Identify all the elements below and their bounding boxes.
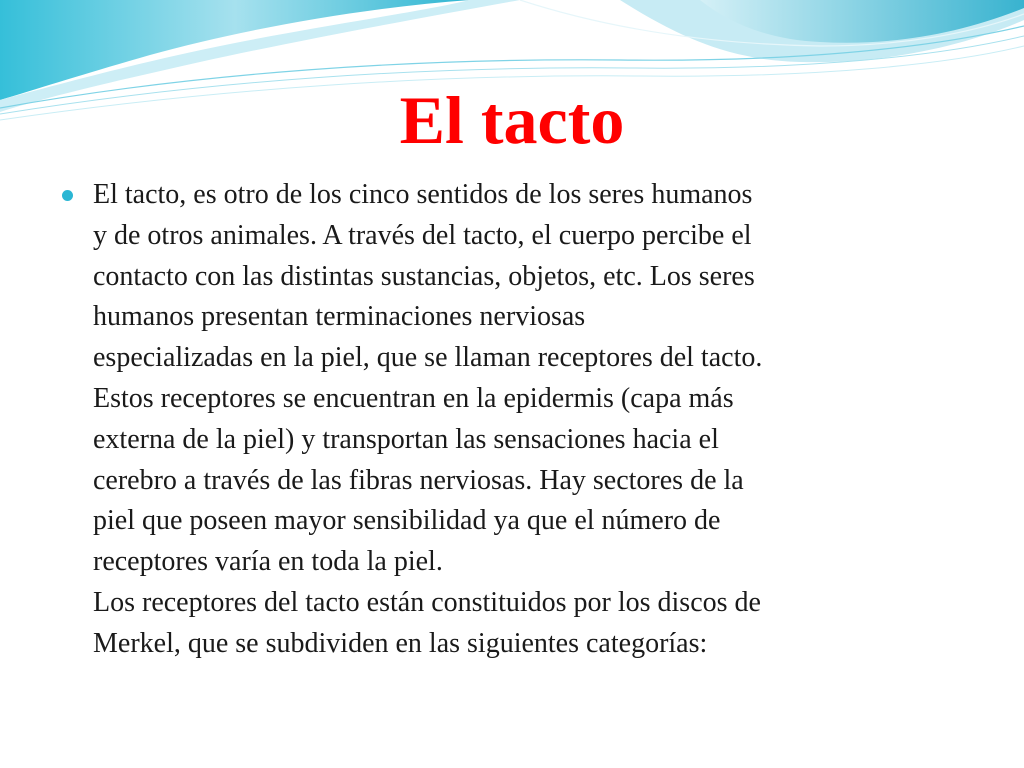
body-line-12: Merkel, que se subdividen en las siguientes categorías: xyxy=(93,627,708,659)
slide-title: El tacto xyxy=(399,82,625,158)
body-line-3: contacto con las distintas sustancias, objetos, etc. Los seres xyxy=(93,260,755,292)
body-line-11: Los receptores del tacto están constituidos por los discos de xyxy=(93,586,761,618)
body-text xyxy=(93,175,982,665)
body-line-9: piel que poseen mayor sensibilidad ya que el número de xyxy=(93,505,721,537)
slide-body xyxy=(62,175,982,665)
body-line-4: humanos presentan terminaciones nerviosas xyxy=(93,301,586,333)
body-line-8: cerebro a través de las fibras nerviosas. Hay sectores de la xyxy=(93,464,744,496)
body-line-6: Estos receptores se encuentran en la epidermis (capa más xyxy=(93,382,734,414)
body-line-7: externa de la piel) y transportan las sensaciones hacia el xyxy=(93,423,719,455)
body-line-5: especializadas en la piel, que se llaman receptores del tacto. xyxy=(93,342,763,374)
body-line-1: El tacto, es otro de los cinco sentidos de los seres humanos xyxy=(93,179,753,210)
bullet-dot-icon xyxy=(62,190,73,201)
body-line-10: receptores varía en toda la piel. xyxy=(93,546,443,578)
body-line-2: y de otros animales. A través del tacto, el cuerpo percibe el xyxy=(93,219,752,251)
bullet-item xyxy=(62,175,982,665)
